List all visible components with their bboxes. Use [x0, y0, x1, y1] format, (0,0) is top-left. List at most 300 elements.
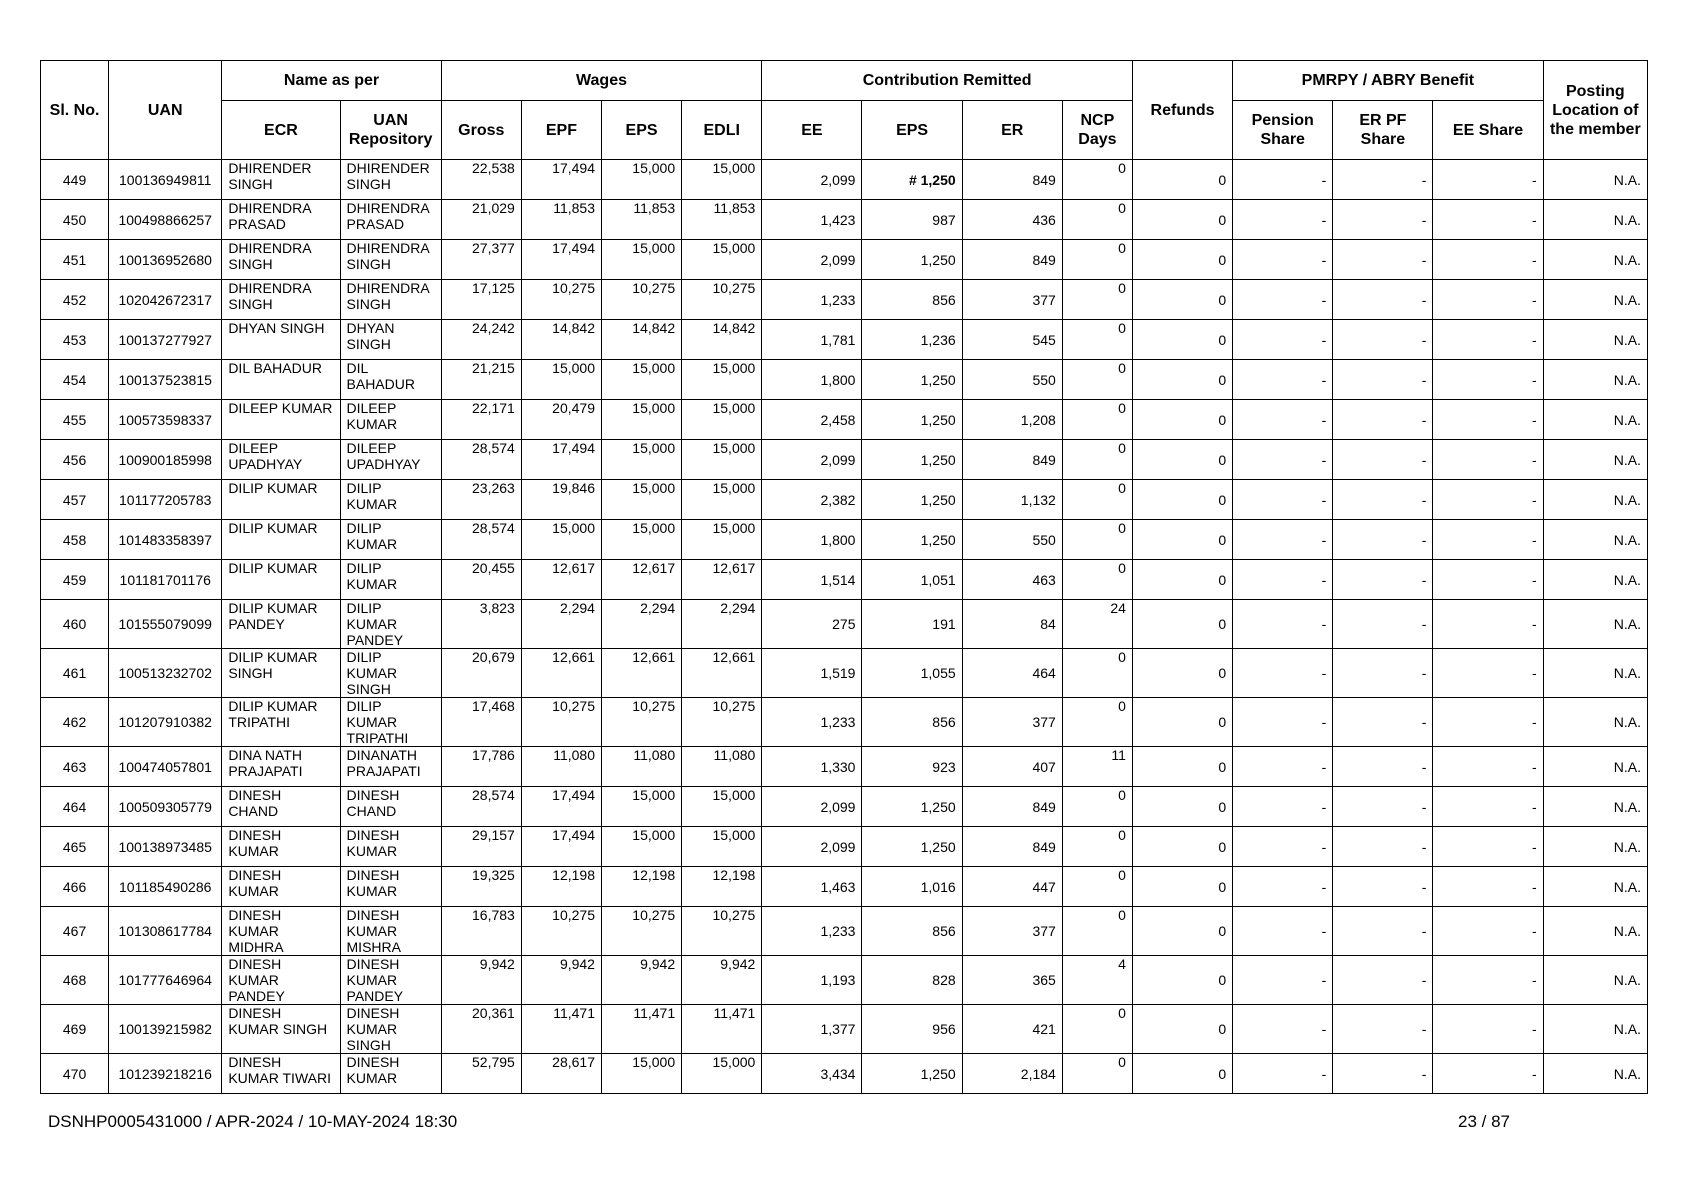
cell-refunds: 0 — [1132, 787, 1232, 827]
cell-name-uan-repository: DINESH KUMAR MISHRA — [340, 907, 441, 956]
cell-er-pf-share: - — [1333, 698, 1433, 747]
cell-sl-no: 463 — [41, 747, 109, 787]
cell-pension-share: - — [1233, 956, 1333, 1005]
cell-uan: 100573598337 — [109, 400, 222, 440]
cell-uan: 100136949811 — [109, 160, 222, 200]
cell-eps: 15,000 — [601, 440, 681, 480]
cell-name-ecr: DINESH KUMAR SINGH — [222, 1005, 340, 1054]
cell-name-uan-repository: DINESH KUMAR SINGH — [340, 1005, 441, 1054]
cell-refunds: 0 — [1132, 600, 1232, 649]
page-number: 23 / 87 — [1458, 1112, 1510, 1131]
cell-refunds: 0 — [1132, 520, 1232, 560]
header-uan-repository: UAN Repository — [340, 101, 441, 160]
cell-name-ecr: DIL BAHADUR — [222, 360, 340, 400]
cell-gross: 28,574 — [441, 787, 521, 827]
table-row — [41, 440, 1648, 480]
cell-epf: 15,000 — [521, 360, 601, 400]
table-row — [41, 200, 1648, 240]
header-er: ER — [962, 101, 1062, 160]
header-edli: EDLI — [682, 101, 762, 160]
table-row — [41, 1005, 1648, 1054]
cell-gross: 17,468 — [441, 698, 521, 747]
header-ee-share: EE Share — [1433, 101, 1543, 160]
cell-refunds: 0 — [1132, 240, 1232, 280]
cell-sl-no: 461 — [41, 649, 109, 698]
cell-epf: 10,275 — [521, 907, 601, 956]
cell-uan: 101207910382 — [109, 698, 222, 747]
cell-ee: 2,099 — [762, 240, 862, 280]
cell-ncp-days: 0 — [1062, 280, 1132, 320]
cell-sl-no: 464 — [41, 787, 109, 827]
cell-posting-location: N.A. — [1543, 280, 1647, 320]
cell-ncp-days: 0 — [1062, 320, 1132, 360]
cell-ee-share: - — [1433, 787, 1543, 827]
cell-epf: 17,494 — [521, 240, 601, 280]
cell-epf: 14,842 — [521, 320, 601, 360]
cell-epf: 17,494 — [521, 787, 601, 827]
table-row — [41, 240, 1648, 280]
table-row — [41, 698, 1648, 747]
cell-edli: 15,000 — [682, 360, 762, 400]
cell-ee: 1,233 — [762, 280, 862, 320]
cell-uan: 101555079099 — [109, 600, 222, 649]
table-row — [41, 787, 1648, 827]
cell-gross: 52,795 — [441, 1054, 521, 1094]
cell-er-pf-share: - — [1333, 827, 1433, 867]
header-wages: Wages — [441, 61, 762, 101]
cell-name-ecr: DILEEP UPADHYAY — [222, 440, 340, 480]
cell-ee: 1,514 — [762, 560, 862, 600]
cell-uan: 100900185998 — [109, 440, 222, 480]
cell-er-pf-share: - — [1333, 747, 1433, 787]
cell-gross: 24,242 — [441, 320, 521, 360]
cell-ee-share: - — [1433, 160, 1543, 200]
cell-posting-location: N.A. — [1543, 827, 1647, 867]
cell-edli: 11,853 — [682, 200, 762, 240]
cell-name-uan-repository: DINESH KUMAR PANDEY — [340, 956, 441, 1005]
cell-sl-no: 468 — [41, 956, 109, 1005]
cell-er-pf-share: - — [1333, 280, 1433, 320]
cell-eps-remitted: 1,250 — [862, 1054, 962, 1094]
cell-sl-no: 462 — [41, 698, 109, 747]
cell-er: 436 — [962, 200, 1062, 240]
cell-refunds: 0 — [1132, 867, 1232, 907]
cell-ncp-days: 0 — [1062, 867, 1132, 907]
cell-edli: 10,275 — [682, 280, 762, 320]
cell-name-ecr: DHYAN SINGH — [222, 320, 340, 360]
cell-epf: 19,846 — [521, 480, 601, 520]
cell-eps: 15,000 — [601, 160, 681, 200]
cell-epf: 11,080 — [521, 747, 601, 787]
cell-ee: 1,330 — [762, 747, 862, 787]
cell-edli: 15,000 — [682, 787, 762, 827]
cell-sl-no: 454 — [41, 360, 109, 400]
cell-refunds: 0 — [1132, 907, 1232, 956]
cell-name-uan-repository: DHIRENDER SINGH — [340, 160, 441, 200]
cell-eps-remitted: # 1,250 — [862, 160, 962, 200]
cell-gross: 20,679 — [441, 649, 521, 698]
cell-edli: 15,000 — [682, 240, 762, 280]
cell-name-uan-repository: DILEEP KUMAR — [340, 400, 441, 440]
cell-edli: 10,275 — [682, 907, 762, 956]
cell-eps-remitted: 828 — [862, 956, 962, 1005]
cell-ncp-days: 0 — [1062, 200, 1132, 240]
cell-refunds: 0 — [1132, 560, 1232, 600]
cell-name-ecr: DILIP KUMAR — [222, 520, 340, 560]
cell-ncp-days: 0 — [1062, 440, 1132, 480]
table-row — [41, 480, 1648, 520]
cell-edli: 9,942 — [682, 956, 762, 1005]
cell-sl-no: 449 — [41, 160, 109, 200]
cell-name-uan-repository: DHIRENDRA SINGH — [340, 240, 441, 280]
cell-ee: 275 — [762, 600, 862, 649]
cell-refunds: 0 — [1132, 440, 1232, 480]
cell-uan: 100137277927 — [109, 320, 222, 360]
cell-refunds: 0 — [1132, 200, 1232, 240]
cell-name-ecr: DILEEP KUMAR — [222, 400, 340, 440]
cell-name-uan-repository: DILEEP UPADHYAY — [340, 440, 441, 480]
cell-eps-remitted: 856 — [862, 280, 962, 320]
cell-er-pf-share: - — [1333, 240, 1433, 280]
table-row — [41, 956, 1648, 1005]
cell-posting-location: N.A. — [1543, 320, 1647, 360]
table-row — [41, 649, 1648, 698]
cell-name-uan-repository: DINESH KUMAR — [340, 827, 441, 867]
cell-er-pf-share: - — [1333, 160, 1433, 200]
cell-eps-remitted: 1,250 — [862, 400, 962, 440]
cell-posting-location: N.A. — [1543, 1054, 1647, 1094]
cell-ee-share: - — [1433, 320, 1543, 360]
cell-eps-remitted: 1,250 — [862, 240, 962, 280]
cell-eps: 9,942 — [601, 956, 681, 1005]
cell-eps-remitted: 1,051 — [862, 560, 962, 600]
cell-er-pf-share: - — [1333, 520, 1433, 560]
cell-edli: 2,294 — [682, 600, 762, 649]
cell-ee-share: - — [1433, 240, 1543, 280]
cell-name-uan-repository: DINESH KUMAR — [340, 1054, 441, 1094]
cell-ee-share: - — [1433, 200, 1543, 240]
table-body — [41, 160, 1648, 1094]
cell-ee-share: - — [1433, 440, 1543, 480]
cell-edli: 15,000 — [682, 440, 762, 480]
cell-ncp-days: 0 — [1062, 1054, 1132, 1094]
cell-eps: 12,617 — [601, 560, 681, 600]
cell-uan: 100513232702 — [109, 649, 222, 698]
cell-sl-no: 469 — [41, 1005, 109, 1054]
cell-uan: 100136952680 — [109, 240, 222, 280]
cell-uan: 100474057801 — [109, 747, 222, 787]
cell-name-uan-repository: DILIP KUMAR PANDEY — [340, 600, 441, 649]
cell-eps-remitted: 956 — [862, 1005, 962, 1054]
cell-posting-location: N.A. — [1543, 867, 1647, 907]
header-pmrpy-abry: PMRPY / ABRY Benefit — [1233, 61, 1544, 101]
cell-ee: 2,382 — [762, 480, 862, 520]
cell-pension-share: - — [1233, 698, 1333, 747]
cell-er-pf-share: - — [1333, 560, 1433, 600]
cell-refunds: 0 — [1132, 698, 1232, 747]
cell-epf: 11,853 — [521, 200, 601, 240]
cell-sl-no: 470 — [41, 1054, 109, 1094]
table-row — [41, 1054, 1648, 1094]
cell-eps: 12,661 — [601, 649, 681, 698]
cell-ee-share: - — [1433, 400, 1543, 440]
cell-edli: 15,000 — [682, 1054, 762, 1094]
cell-name-uan-repository: DILIP KUMAR SINGH — [340, 649, 441, 698]
cell-gross: 19,325 — [441, 867, 521, 907]
cell-eps-remitted: 856 — [862, 698, 962, 747]
cell-posting-location: N.A. — [1543, 440, 1647, 480]
cell-name-ecr: DILIP KUMAR TRIPATHI — [222, 698, 340, 747]
cell-ee-share: - — [1433, 827, 1543, 867]
cell-edli: 14,842 — [682, 320, 762, 360]
table-row — [41, 400, 1648, 440]
table-row — [41, 520, 1648, 560]
cell-er: 84 — [962, 600, 1062, 649]
cell-posting-location: N.A. — [1543, 600, 1647, 649]
table-row — [41, 747, 1648, 787]
cell-epf: 12,661 — [521, 649, 601, 698]
cell-pension-share: - — [1233, 160, 1333, 200]
cell-name-ecr: DINESH KUMAR TIWARI — [222, 1054, 340, 1094]
cell-epf: 9,942 — [521, 956, 601, 1005]
cell-ncp-days: 0 — [1062, 649, 1132, 698]
cell-ee: 1,781 — [762, 320, 862, 360]
cell-ee-share: - — [1433, 360, 1543, 400]
cell-eps: 10,275 — [601, 280, 681, 320]
cell-name-ecr: DILIP KUMAR — [222, 480, 340, 520]
cell-name-ecr: DHIRENDER SINGH — [222, 160, 340, 200]
cell-ncp-days: 11 — [1062, 747, 1132, 787]
cell-epf: 17,494 — [521, 160, 601, 200]
cell-pension-share: - — [1233, 747, 1333, 787]
cell-ncp-days: 0 — [1062, 827, 1132, 867]
cell-ee-share: - — [1433, 520, 1543, 560]
cell-ee: 1,377 — [762, 1005, 862, 1054]
cell-epf: 10,275 — [521, 280, 601, 320]
cell-name-uan-repository: DHYAN SINGH — [340, 320, 441, 360]
cell-refunds: 0 — [1132, 827, 1232, 867]
cell-pension-share: - — [1233, 560, 1333, 600]
header-contribution-remitted: Contribution Remitted — [762, 61, 1133, 101]
cell-gross: 27,377 — [441, 240, 521, 280]
cell-sl-no: 460 — [41, 600, 109, 649]
cell-er-pf-share: - — [1333, 907, 1433, 956]
cell-ncp-days: 0 — [1062, 520, 1132, 560]
cell-er: 407 — [962, 747, 1062, 787]
cell-gross: 28,574 — [441, 520, 521, 560]
cell-eps-remitted: 923 — [862, 747, 962, 787]
cell-gross: 16,783 — [441, 907, 521, 956]
table-row — [41, 320, 1648, 360]
cell-refunds: 0 — [1132, 400, 1232, 440]
cell-epf: 17,494 — [521, 440, 601, 480]
cell-refunds: 0 — [1132, 320, 1232, 360]
cell-er: 849 — [962, 787, 1062, 827]
cell-pension-share: - — [1233, 280, 1333, 320]
cell-ncp-days: 0 — [1062, 787, 1132, 827]
cell-er: 2,184 — [962, 1054, 1062, 1094]
cell-eps: 15,000 — [601, 240, 681, 280]
cell-posting-location: N.A. — [1543, 747, 1647, 787]
cell-ncp-days: 0 — [1062, 240, 1132, 280]
cell-eps-remitted: 1,250 — [862, 787, 962, 827]
cell-epf: 20,479 — [521, 400, 601, 440]
cell-ncp-days: 0 — [1062, 1005, 1132, 1054]
header-er-pf-share: ER PF Share — [1333, 101, 1433, 160]
cell-posting-location: N.A. — [1543, 200, 1647, 240]
table-row — [41, 560, 1648, 600]
cell-eps: 11,471 — [601, 1005, 681, 1054]
cell-er-pf-share: - — [1333, 480, 1433, 520]
cell-ee-share: - — [1433, 956, 1543, 1005]
cell-epf: 11,471 — [521, 1005, 601, 1054]
cell-eps-remitted: 1,250 — [862, 360, 962, 400]
header-gross: Gross — [441, 101, 521, 160]
cell-name-ecr: DHIRENDRA PRASAD — [222, 200, 340, 240]
cell-uan: 100509305779 — [109, 787, 222, 827]
cell-refunds: 0 — [1132, 747, 1232, 787]
cell-pension-share: - — [1233, 787, 1333, 827]
cell-uan: 101239218216 — [109, 1054, 222, 1094]
cell-uan: 100498866257 — [109, 200, 222, 240]
cell-epf: 17,494 — [521, 827, 601, 867]
cell-eps: 15,000 — [601, 520, 681, 560]
cell-name-ecr: DINESH CHAND — [222, 787, 340, 827]
cell-pension-share: - — [1233, 480, 1333, 520]
cell-er-pf-share: - — [1333, 360, 1433, 400]
cell-uan: 101185490286 — [109, 867, 222, 907]
cell-uan: 101177205783 — [109, 480, 222, 520]
cell-refunds: 0 — [1132, 956, 1232, 1005]
cell-eps-remitted: 1,250 — [862, 520, 962, 560]
cell-ee: 3,434 — [762, 1054, 862, 1094]
cell-edli: 15,000 — [682, 520, 762, 560]
cell-name-uan-repository: DINANATH PRAJAPATI — [340, 747, 441, 787]
header-posting-location: Posting Location of the member — [1543, 61, 1647, 160]
cell-eps-remitted: 1,250 — [862, 440, 962, 480]
cell-ee: 2,099 — [762, 440, 862, 480]
cell-epf: 10,275 — [521, 698, 601, 747]
cell-refunds: 0 — [1132, 480, 1232, 520]
cell-eps-remitted: 987 — [862, 200, 962, 240]
header-ecr: ECR — [222, 101, 340, 160]
cell-ee: 1,233 — [762, 907, 862, 956]
cell-ncp-days: 0 — [1062, 560, 1132, 600]
cell-uan: 100137523815 — [109, 360, 222, 400]
cell-posting-location: N.A. — [1543, 956, 1647, 1005]
cell-edli: 12,617 — [682, 560, 762, 600]
cell-ncp-days: 0 — [1062, 400, 1132, 440]
cell-sl-no: 455 — [41, 400, 109, 440]
cell-er: 849 — [962, 440, 1062, 480]
cell-name-ecr: DILIP KUMAR PANDEY — [222, 600, 340, 649]
cell-ee: 1,193 — [762, 956, 862, 1005]
cell-ee: 1,519 — [762, 649, 862, 698]
cell-er: 550 — [962, 360, 1062, 400]
cell-er-pf-share: - — [1333, 440, 1433, 480]
cell-name-ecr: DINESH KUMAR — [222, 867, 340, 907]
cell-eps: 15,000 — [601, 1054, 681, 1094]
header-eps: EPS — [601, 101, 681, 160]
cell-ee-share: - — [1433, 649, 1543, 698]
cell-ee-share: - — [1433, 600, 1543, 649]
cell-ncp-days: 4 — [1062, 956, 1132, 1005]
cell-posting-location: N.A. — [1543, 520, 1647, 560]
cell-name-uan-repository: DHIRENDRA PRASAD — [340, 200, 441, 240]
cell-eps: 15,000 — [601, 360, 681, 400]
table-row — [41, 600, 1648, 649]
cell-posting-location: N.A. — [1543, 240, 1647, 280]
cell-ee: 1,463 — [762, 867, 862, 907]
cell-name-ecr: DHIRENDRA SINGH — [222, 240, 340, 280]
cell-ee-share: - — [1433, 560, 1543, 600]
cell-pension-share: - — [1233, 1054, 1333, 1094]
cell-er-pf-share: - — [1333, 400, 1433, 440]
cell-posting-location: N.A. — [1543, 560, 1647, 600]
cell-er-pf-share: - — [1333, 956, 1433, 1005]
cell-name-uan-repository: DILIP KUMAR — [340, 480, 441, 520]
cell-posting-location: N.A. — [1543, 1005, 1647, 1054]
cell-ee-share: - — [1433, 280, 1543, 320]
cell-edli: 12,661 — [682, 649, 762, 698]
cell-er: 849 — [962, 160, 1062, 200]
cell-er: 545 — [962, 320, 1062, 360]
cell-posting-location: N.A. — [1543, 160, 1647, 200]
cell-sl-no: 465 — [41, 827, 109, 867]
cell-gross: 3,823 — [441, 600, 521, 649]
cell-posting-location: N.A. — [1543, 698, 1647, 747]
cell-name-uan-repository: DILIP KUMAR TRIPATHI — [340, 698, 441, 747]
cell-gross: 28,574 — [441, 440, 521, 480]
cell-epf: 2,294 — [521, 600, 601, 649]
cell-gross: 22,171 — [441, 400, 521, 440]
cell-pension-share: - — [1233, 240, 1333, 280]
cell-posting-location: N.A. — [1543, 907, 1647, 956]
cell-sl-no: 450 — [41, 200, 109, 240]
cell-er-pf-share: - — [1333, 320, 1433, 360]
cell-uan: 100138973485 — [109, 827, 222, 867]
cell-eps: 10,275 — [601, 907, 681, 956]
cell-eps-remitted: 1,236 — [862, 320, 962, 360]
cell-refunds: 0 — [1132, 1054, 1232, 1094]
cell-ee: 1,800 — [762, 360, 862, 400]
cell-ee: 2,099 — [762, 787, 862, 827]
cell-eps: 15,000 — [601, 787, 681, 827]
cell-posting-location: N.A. — [1543, 400, 1647, 440]
cell-er: 464 — [962, 649, 1062, 698]
cell-ee-share: - — [1433, 867, 1543, 907]
cell-eps-remitted: 191 — [862, 600, 962, 649]
cell-sl-no: 459 — [41, 560, 109, 600]
cell-sl-no: 453 — [41, 320, 109, 360]
cell-name-ecr: DINESH KUMAR PANDEY — [222, 956, 340, 1005]
cell-edli: 15,000 — [682, 827, 762, 867]
cell-eps-remitted: 1,250 — [862, 480, 962, 520]
cell-name-uan-repository: DILIP KUMAR — [340, 560, 441, 600]
table-row — [41, 827, 1648, 867]
cell-er-pf-share: - — [1333, 1005, 1433, 1054]
cell-er: 1,208 — [962, 400, 1062, 440]
cell-eps: 11,853 — [601, 200, 681, 240]
cell-ncp-days: 0 — [1062, 698, 1132, 747]
cell-ee: 2,099 — [762, 160, 862, 200]
cell-uan: 101308617784 — [109, 907, 222, 956]
table-row — [41, 280, 1648, 320]
cell-ee-share: - — [1433, 1005, 1543, 1054]
cell-name-uan-repository: DILIP KUMAR — [340, 520, 441, 560]
cell-refunds: 0 — [1132, 1005, 1232, 1054]
header-ee: EE — [762, 101, 862, 160]
